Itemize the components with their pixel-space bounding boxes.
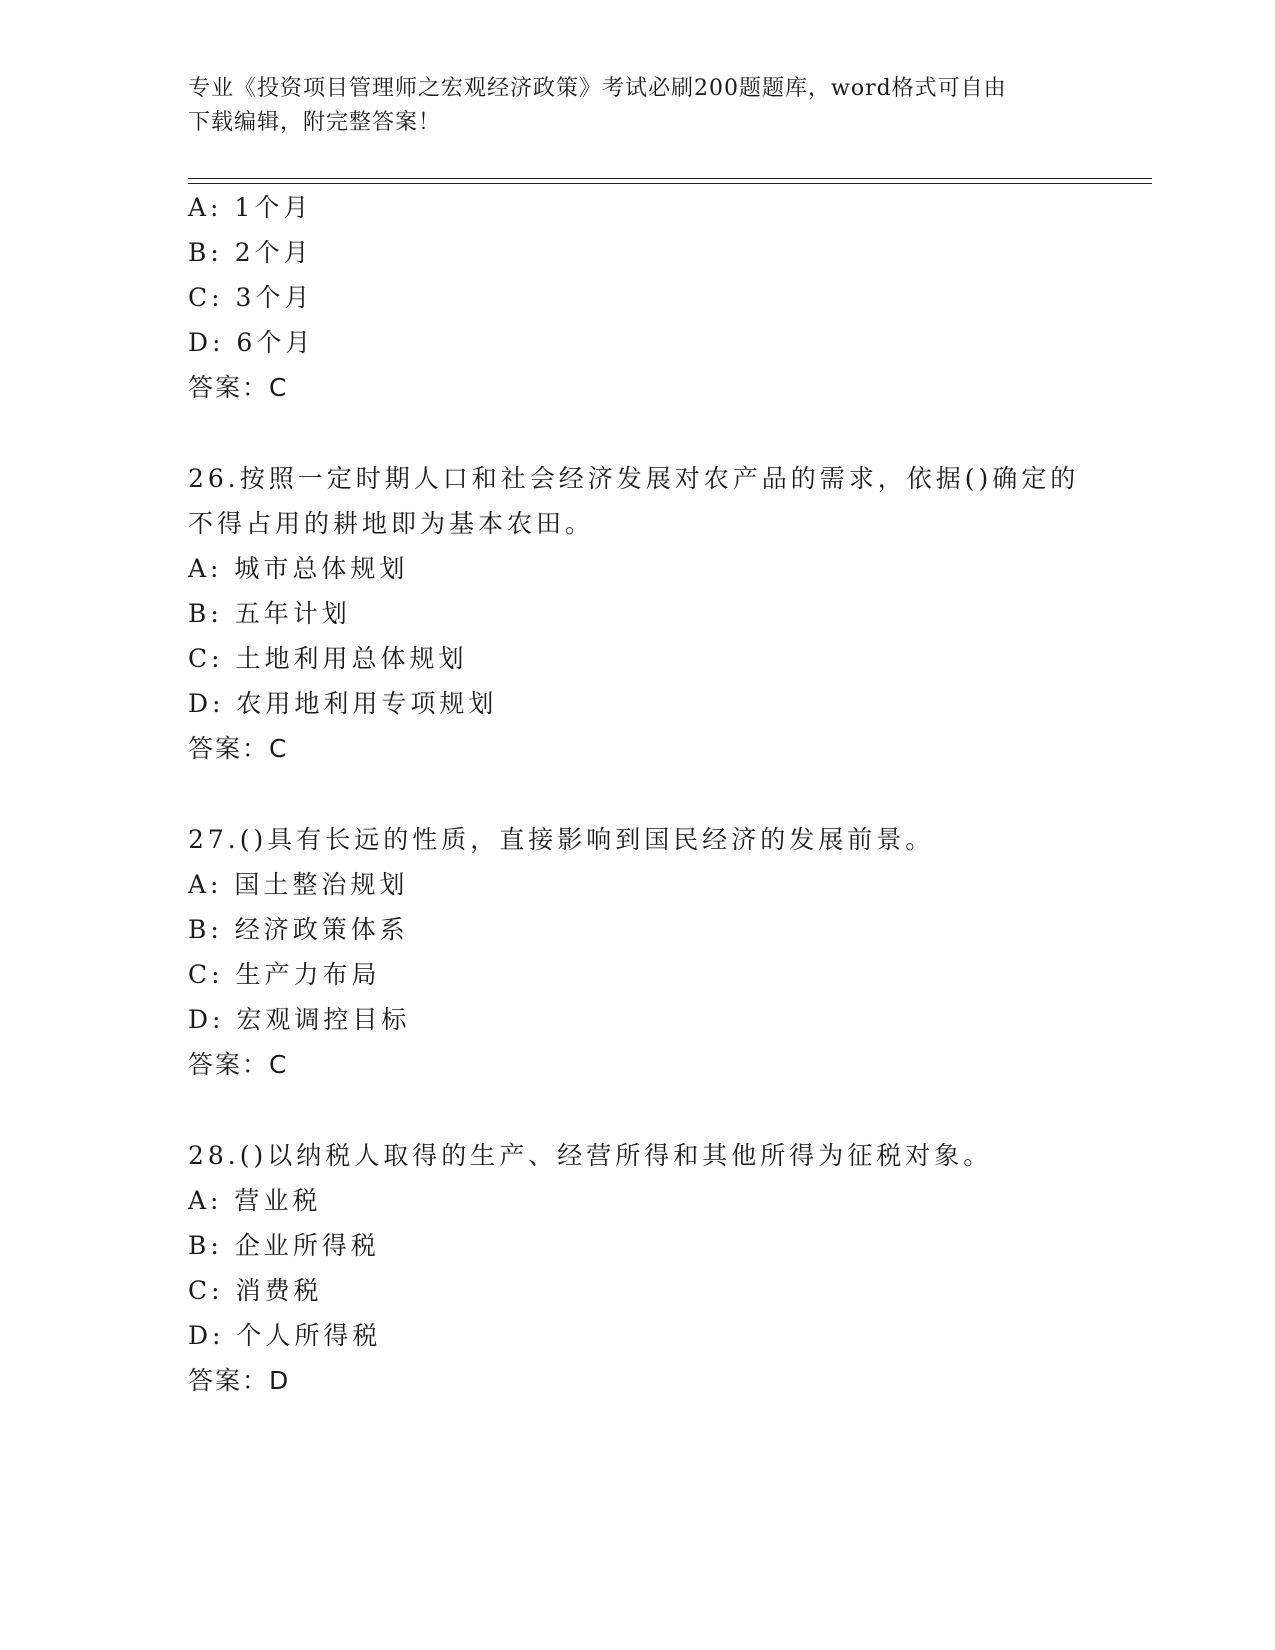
document-header [188, 72, 1088, 140]
q26-option-d: D: 农用地利用专项规划 [188, 689, 498, 718]
q28-stem-line-1: 28.()以纳税人取得的生产、经营所得和其他所得为征税对象。 [188, 1141, 993, 1170]
header-rule-top [188, 178, 1152, 179]
q28-option-d: D: 个人所得税 [188, 1321, 382, 1350]
header-rule-bottom [188, 183, 1152, 184]
q27-option-d: D: 宏观调控目标 [188, 1005, 411, 1034]
q27-answer: 答案：C [188, 1050, 289, 1079]
q28-option-c: C: 消费税 [188, 1276, 323, 1305]
q26-option-b: B: 五年计划 [188, 599, 351, 628]
q25-option-d: D: 6个月 [188, 328, 315, 357]
header-line-1: 专业《投资项目管理师之宏观经济政策》考试必刷200题题库，word格式可自由 [188, 76, 1007, 101]
q27-option-c: C: 生产力布局 [188, 960, 381, 989]
q28-answer: 答案：D [188, 1366, 291, 1395]
q26-stem-line-2: 不得占用的耕地即为基本农田。 [188, 509, 595, 538]
q25-answer: 答案：C [188, 373, 289, 402]
q27-option-a: A: 国土整治规划 [188, 870, 409, 899]
q26-stem-line-1: 26.按照一定时期人口和社会经济发展对农产品的需求，依据()确定的 [188, 464, 1080, 493]
q26-option-a: A: 城市总体规划 [188, 554, 409, 583]
header-line-2: 下载编辑，附完整答案！ [188, 110, 442, 135]
q25-option-b: B: 2个月 [188, 238, 313, 267]
q25-option-c: C: 3个月 [188, 283, 314, 312]
q25-option-a: A: 1个月 [188, 193, 313, 222]
q26-option-c: C: 土地利用总体规划 [188, 644, 468, 673]
q28-option-b: B: 企业所得税 [188, 1231, 380, 1260]
q28-option-a: A: 营业税 [188, 1186, 322, 1215]
q27-option-b: B: 经济政策体系 [188, 915, 409, 944]
q27-stem-line-1: 27.()具有长远的性质，直接影响到国民经济的发展前景。 [188, 825, 935, 854]
q26-answer: 答案：C [188, 734, 289, 763]
